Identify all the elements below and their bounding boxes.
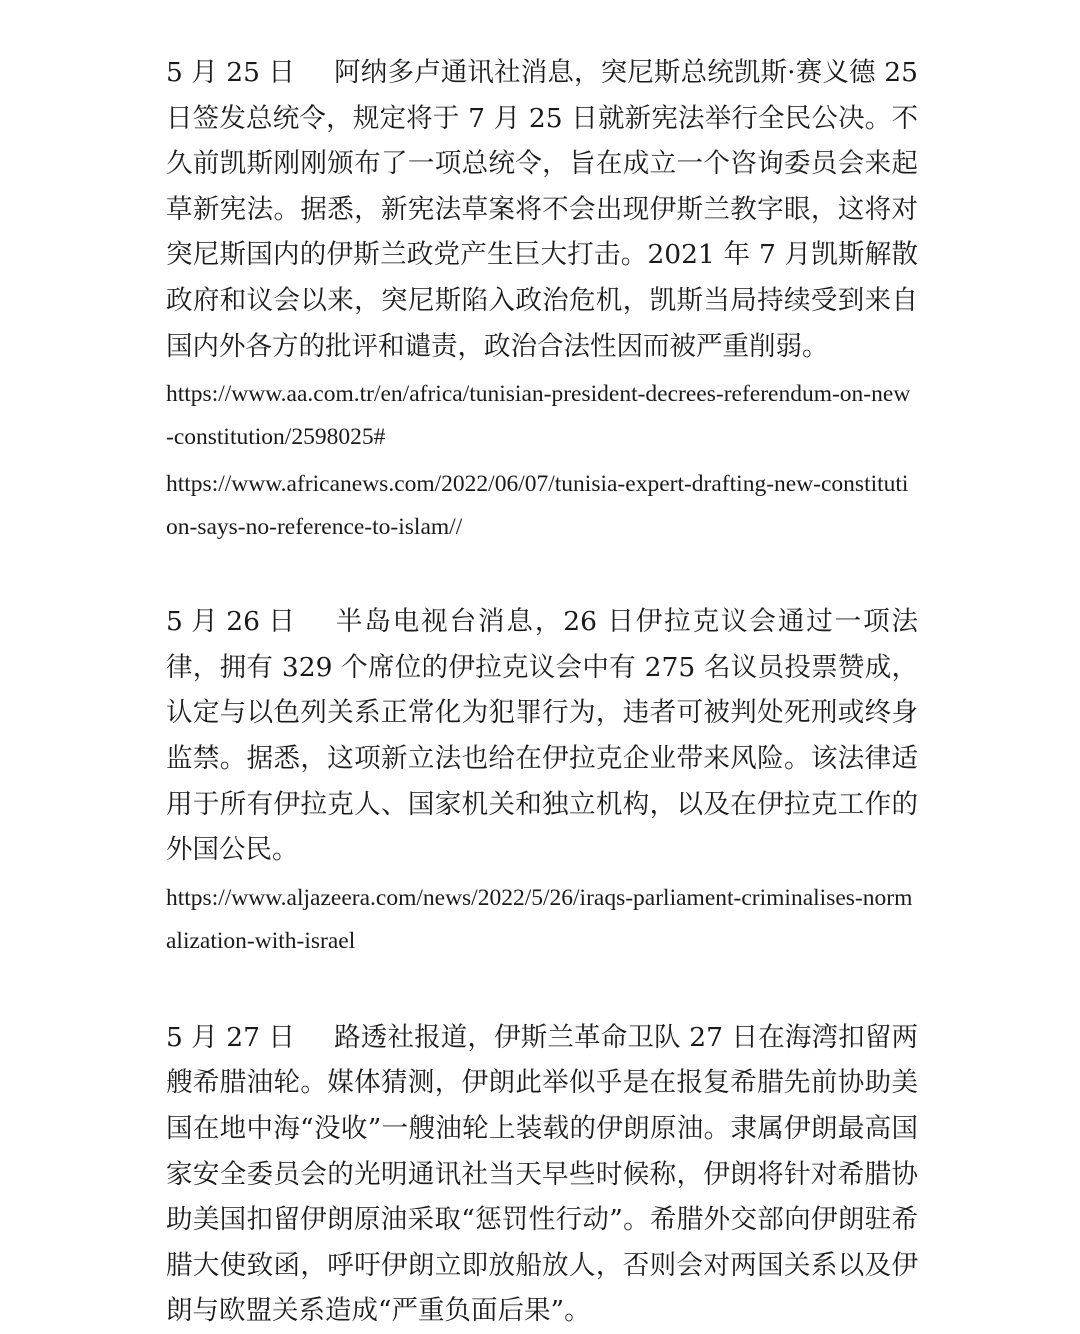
document-page: [166, 50, 918, 1334]
source-link[interactable]: https://www.aljazeera.com/news/2022/5/26/iraqs-parliament-criminalises-normalization-with-israel: [166, 884, 913, 954]
entry-paragraph: [166, 1015, 918, 1334]
entry-paragraph: [166, 599, 918, 873]
news-entry: [166, 50, 918, 549]
source-link[interactable]: https://www.africanews.com/2022/06/07/tunisia-expert-drafting-new-constitution-says-no-reference-to-islam//: [166, 471, 909, 541]
news-entry: [166, 1015, 918, 1334]
entry-text: 半岛电视台消息，26 日伊拉克议会通过一项法律，拥有 329 个席位的伊拉克议会中有 275 名议员投票赞成，认定与以色列关系正常化为犯罪行为，违者可被判处死刑或终身监禁。据悉，这项新立法也给在伊拉克企业带来风险。该法律适用于所有伊拉克人、国家机关和独立机构，以及在伊拉克工作的外国公民。: [166, 606, 918, 866]
entry-text: 阿纳多卢通讯社消息，突尼斯总统凯斯·赛义德 25 日签发总统令，规定将于 7 月 25 日就新宪法举行全民公决。不久前凯斯刚刚颁布了一项总统令，旨在成立一个咨询委员会来起草新宪法。据悉，新宪法草案将不会出现伊斯兰教字眼，这将对突尼斯国内的伊斯兰政党产生巨大打击。2021 年 7 月凯斯解散政府和议会以来，突尼斯陷入政治危机，凯斯当局持续受到来自国内外各方的批评和谴责，政治合法性因而被严重削弱。: [166, 57, 918, 362]
entry-text: 路透社报道，伊斯兰革命卫队 27 日在海湾扣留两艘希腊油轮。媒体猜测，伊朗此举似乎是在报复希腊先前协助美国在地中海“没收”一艘油轮上装载的伊朗原油。隶属伊朗最高国家安全委员会的光明通讯社当天早些时候称，伊朗将针对希腊协助美国扣留伊朗原油采取“惩罚性行动”。希腊外交部向伊朗驻希腊大使致函，呼吁伊朗立即放船放人，否则会对两国关系以及伊朗与欧盟关系造成“严重负面后果”。: [166, 1021, 918, 1327]
entry-date: 5 月 25 日: [166, 57, 295, 88]
entry-date: 5 月 26 日: [166, 606, 295, 638]
news-entry: [166, 599, 918, 963]
source-link[interactable]: https://www.aa.com.tr/en/africa/tunisian-president-decrees-referendum-on-new-constitution/2598025#: [166, 381, 911, 451]
entry-date: 5 月 27 日: [166, 1021, 295, 1053]
entry-paragraph: [166, 50, 918, 369]
